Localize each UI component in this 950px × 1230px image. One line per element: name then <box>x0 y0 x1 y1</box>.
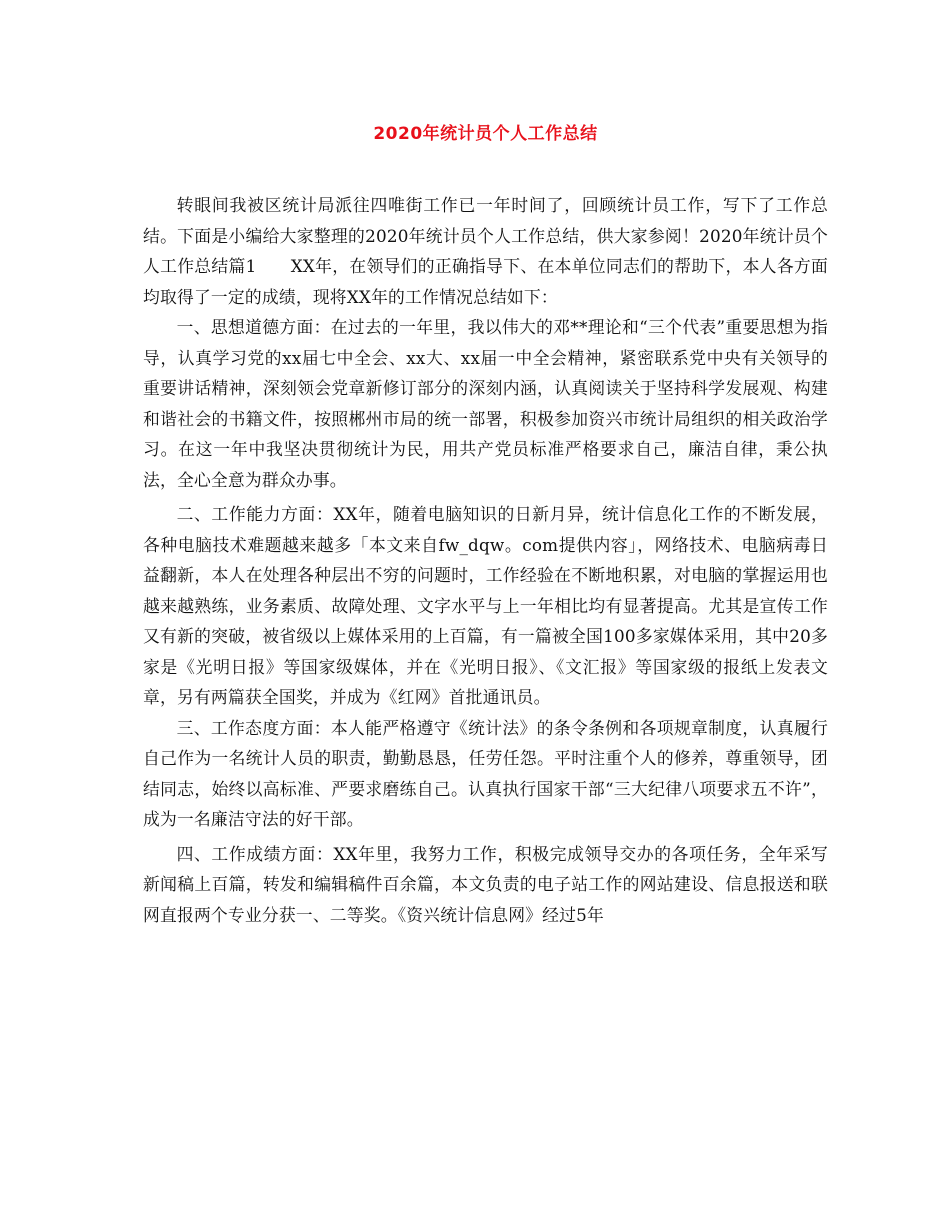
paragraph-moral: 一、思想道德方面：在过去的一年里，我以伟大的邓**理论和“三个代表”重要思想为指导，认真学习党的xx届七中全会、xx大、xx届一中全会精神，紧密联系党中央有关领导的重要讲话精神，深刻领会党章新修订部分的深刻内涵，认真阅读关于坚持科学发展观、构建和谐社会的书籍文件，按照郴州市局的统一部署，积极参加资兴市统计局组织的相关政治学习。在这一年中我坚决贯彻统计为民，用共产党员标准严格要求自己，廉洁自律，秉公执法，全心全意为群众办事。 <box>143 317 828 490</box>
document-body <box>143 190 828 930</box>
paragraph-intro: 转眼间我被区统计局派往四唯街工作已一年时间了，回顾统计员工作，写下了工作总结。下面是小编给大家整理的2020年统计员个人工作总结，供大家参阅！2020年统计员个人工作总结篇1 XX年，在领导们的正确指导下、在本单位同志们的帮助下，本人各方面均取得了一定的成绩，现将XX年的工作情况总结如下： <box>143 195 828 307</box>
paragraph-attitude: 三、工作态度方面：本人能严格遵守《统计法》的条令条例和各项规章制度，认真履行自己作为一名统计人员的职责，勤勤恳恳，任劳任怨。平时注重个人的修养，尊重领导，团结同志，始终以高标准、严要求磨练自己。认真执行国家干部“三大纪律八项要求五不许”，成为一名廉洁守法的好干部。 <box>143 717 828 829</box>
paragraph-achievement: 四、工作成绩方面：XX年里，我努力工作，积极完成领导交办的各项任务，全年采写新闻稿上百篇，转发和编辑稿件百余篇，本文负责的电子站工作的网站建设、信息报送和联网直报两个专业分获一、二等奖。《资兴统计信息网》经过5年 <box>143 843 828 925</box>
paragraph-ability: 二、工作能力方面：XX年，随着电脑知识的日新月异，统计信息化工作的不断发展，各种电脑技术难题越来越多「本文来自fw_dqw。com提供内容」，网络技术、电脑病毒日益翻新，本人在处理各种层出不穷的问题时，工作经验在不断地积累，对电脑的掌握运用也越来越熟练，业务素质、故障处理、文字水平与上一年相比均有显著提高。尤其是宣传工作又有新的突破，被省级以上媒体采用的上百篇，有一篇被全国100多家媒体采用，其中20多家是《光明日报》等国家级媒体，并在《光明日报》、《文汇报》等国家级的报纸上发表文章，另有两篇获全国奖，并成为《红网》首批通讯员。 <box>143 504 828 707</box>
document-title: 2020年统计员个人工作总结 <box>373 124 598 144</box>
document-page <box>143 0 828 1230</box>
